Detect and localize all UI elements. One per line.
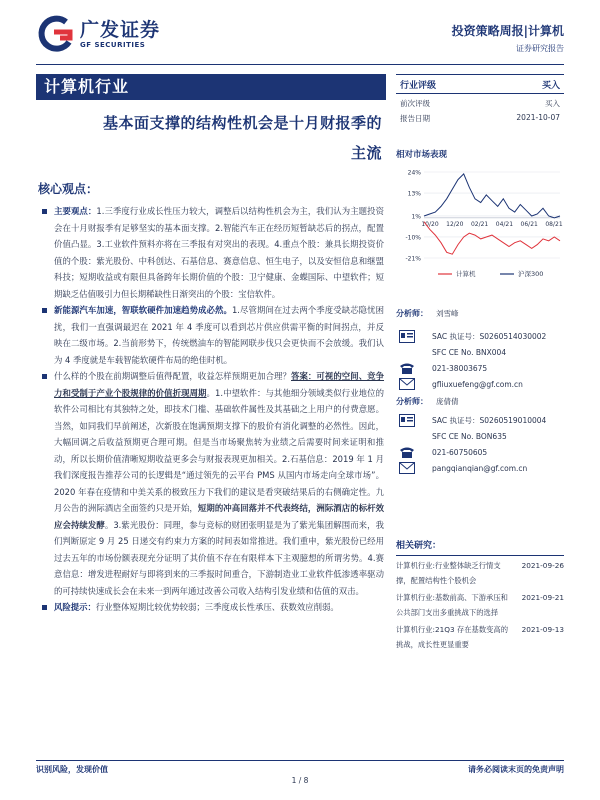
y-tick-label: -10% xyxy=(405,234,421,242)
x-tick-label: 06/21 xyxy=(520,220,538,228)
core-view-body xyxy=(40,203,384,616)
industry-band xyxy=(36,74,386,100)
analyst-1-email[interactable]: gfliuxuefeng@gf.com.cn xyxy=(432,379,523,389)
headline-line-1: 基本面支撑的结构性机会是十月财报季的 xyxy=(102,114,382,132)
y-tick-label: 13% xyxy=(407,190,421,198)
related-research xyxy=(396,538,564,652)
analyst-2: 分析师： 庞倩倩 SAC 执证号：S0260519010004 SFC CE No. BON635 021-60750605 pangqianqian@gf.com.cn xyxy=(396,396,547,473)
id-card-icon xyxy=(396,414,418,427)
bullet-main-view: 主要观点：1.三季度行业成长性压力较大，调整后以结构性机会为主，我们认为主题投资会在十月财报季有足够坚实的基本面支撑。2.智能汽车正在经历短暂缺芯后的拐点，配置价值凸显。3.工业软件预料亦将在三季报有对突出的表现。4.重点个股：兼具长期投资价值的个股：紫光股份、中科创达、石基信息、赛意信息、恒生电子，以及安恒信息和继盟科技；短期收益或有限但具备跨年长期价值的个股：卫宁健康、金蝶国际、中望软件；短期缺乏估值吸引力但长期稀缺性日渐突出的个股：宝信软件。 xyxy=(40,203,384,302)
x-tick-label: 08/21 xyxy=(545,220,563,228)
analyst-2-name: 庞倩倩 xyxy=(436,396,459,406)
analyst-2-sac: SAC 执证号：S0260519010004 xyxy=(432,415,547,425)
legend-label: 沪深300 xyxy=(518,270,544,278)
y-tick-label: 24% xyxy=(407,169,421,177)
logo-english-name: GF SECURITIES xyxy=(80,41,146,49)
legend-label: 计算机 xyxy=(456,270,476,278)
previous-rating-row: 前次评级 买入 xyxy=(400,99,560,108)
analyst-2-email[interactable]: pangqianqian@gf.com.cn xyxy=(432,463,528,473)
bullet-risk: 风险提示：行业整体短期比较优势较弱；三季度成长性承压、获数效应削弱。 xyxy=(40,599,384,616)
email-icon xyxy=(396,462,418,474)
rating-value: 买入 xyxy=(541,80,560,91)
report-type-subtitle: 证券研究报告 xyxy=(516,44,564,53)
related-item[interactable]: 计算机行业:基数前高、下游承压和公共部门支出多重挑战下的选择 2021-09-21 xyxy=(396,593,564,617)
report-type-title: 投资策略周报|计算机 xyxy=(451,24,564,38)
report-headline xyxy=(40,108,382,168)
x-tick-label: 12/20 xyxy=(446,220,464,228)
x-tick-label: 10/20 xyxy=(421,220,439,228)
rating-header xyxy=(396,74,564,94)
gf-logo-icon xyxy=(36,14,76,54)
page-header xyxy=(0,0,600,64)
y-tick-label: 1% xyxy=(411,213,421,221)
footer-divider xyxy=(36,760,564,761)
core-view-title: 核心观点： xyxy=(38,182,99,196)
page-number: 1 / 8 xyxy=(291,776,309,785)
related-item[interactable]: 计算机行业:行业整体缺乏行情支撑，配置结构性个股机会 2021-09-26 xyxy=(396,561,564,585)
industry-label: 计算机行业 xyxy=(44,77,130,96)
rating-box xyxy=(396,74,564,124)
analyst-1-sfc: SFC CE No. BNX004 xyxy=(432,347,507,357)
x-tick-label: 02/21 xyxy=(470,220,489,228)
chart-svg xyxy=(396,166,564,286)
chart-title: 相对市场表现 xyxy=(396,150,448,160)
analyst-1-name: 刘雪峰 xyxy=(436,308,459,318)
related-research-title: 相关研究： xyxy=(396,538,564,556)
rating-label: 行业评级 xyxy=(400,80,437,91)
analyst-2-sfc: SFC CE No. BON635 xyxy=(432,431,507,441)
series-line-1 xyxy=(424,174,560,218)
related-item[interactable]: 计算机行业:21Q3 存在基数变高的挑战，成长性更显重要 2021-09-13 xyxy=(396,625,564,649)
relative-performance-chart xyxy=(396,166,564,286)
analyst-1-phone: 021-38003675 xyxy=(432,363,488,373)
series-line-0 xyxy=(424,220,563,255)
bullet-stocks: 什么样的个股在前期调整后值得配置，收益怎样预期更加合理？答案：可视的空间、竞争力和受制于产业个股规律的价值折现周期。1.中望软件：与其他细分领域类似行业地位的软件公司相比有其独特之处，即技术门槛、基础软件属性及其基础之上用户的付费意愿。当然，如同我们早前阐述，次新股在饱满预期支撑下的股价有消化调整的必然性。因此，大幅回调之后收益预期更合理可期。但是当市场聚焦转为业绩之后需要时间来证明和推动，所以长期价值清晰短期收益更多会与财报表现更加相关。2.石基信息：2019 年 1 月我们深度报告推荐公司的长逻辑是“通过领先的云平台 PMS 从国内市场走向全球市场”。2020 年春在疫情和中美关系的极致压力下我们的建议是看突破结果后的右侧确定性。九月公告的洲际酒店全面签约只是开始，短期的冲高回落并不代表终结，洲际酒店的标杆效应会持续发酵。3.紫光股份：同理，参与竞标的财团张明显是为了紫光集团解围而来，我们判断原定 9 月 25 日递交有约束力方案的时间表如常推进。我们重申，紫光股份已经用过去五年的市场份额表现充分证明了其价值不存在有限样本下主观臆想的所谓劣势。4.赛意信息：增发进程耐好与即将到来的三季报时间重合，下游制造业工业软件低渗透率驱动的可持续快速成长会在未来一到两年通过改善公司收入结构引发业绩和估值的双击。 xyxy=(40,368,384,599)
gf-securities-logo xyxy=(36,14,160,54)
header-divider xyxy=(36,64,564,65)
bullet-ev: 新能源汽车加速，智联软硬件加速趋势成必然。1.尽管期间在过去两个季度受缺芯隐忧困扰，我们一直强调最迟在 2021 年 4 季度可以看到芯片供应供需平衡的时间拐点，并反映在二级市场。2.当前形势下，传统燃油车的智能网联步伐只会更快而不会放缓。我们认为 4 季度就是车载智能软硬件布局的绝佳时机。 xyxy=(40,302,384,368)
analyst-1-sac: SAC 执证号：S0260514030002 xyxy=(432,331,547,341)
x-tick-label: 04/21 xyxy=(495,220,514,228)
report-date-row: 报告日期 2021-10-07 xyxy=(400,113,560,123)
phone-icon xyxy=(396,362,418,375)
id-card-icon xyxy=(396,330,418,343)
headline-line-2: 主流 xyxy=(350,144,382,162)
email-icon xyxy=(396,378,418,390)
analyst-1: 分析师： 刘雪峰 SAC 执证号：S0260514030002 SFC CE No. BNX004 021-38003675 gfliuxuefeng@gf.com.cn xyxy=(396,308,547,389)
footer-slogan: 识别风险，发现价值 xyxy=(36,765,108,774)
logo-chinese-name: 广发证券 xyxy=(80,19,161,41)
y-tick-label: -21% xyxy=(405,255,421,263)
footer-disclaimer-note: 请务必阅读末页的免责声明 xyxy=(468,765,564,774)
analyst-2-phone: 021-60750605 xyxy=(432,447,488,457)
phone-icon xyxy=(396,446,418,459)
